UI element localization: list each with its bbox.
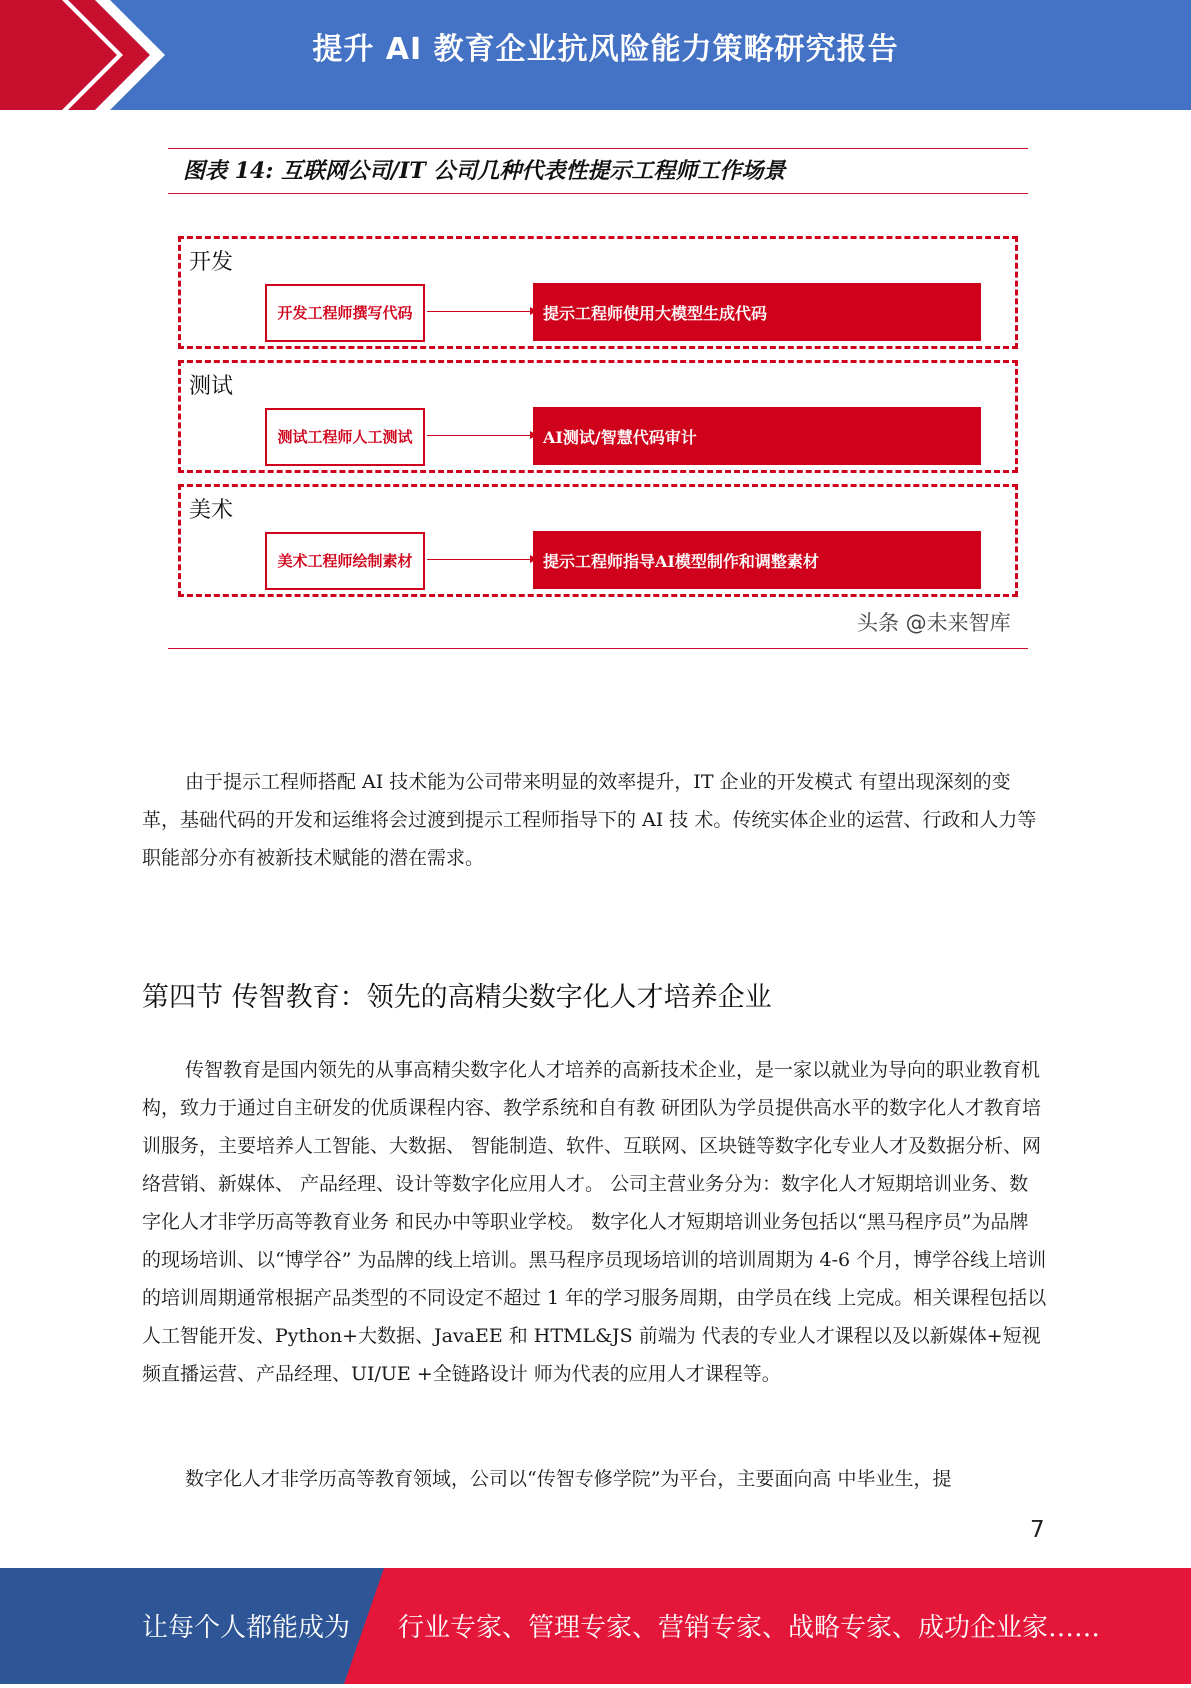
figure-bottom-rule — [168, 648, 1028, 649]
role-box: 美术工程师绘制素材 — [265, 532, 425, 590]
stage-label: 美术 — [189, 498, 234, 523]
footer-tagline: 行业专家、管理专家、营销专家、战略专家、成功企业家…… — [398, 1613, 1101, 1643]
stage-dev — [178, 236, 1018, 349]
page-number: 7 — [1030, 1517, 1045, 1543]
footer-slogan: 让每个人都能成为 — [142, 1613, 351, 1643]
role-box: 测试工程师人工测试 — [265, 408, 425, 466]
figure-top-rule — [168, 148, 1028, 149]
arrow-icon — [427, 435, 535, 436]
stage-art — [178, 484, 1018, 597]
report-title: 提升 AI 教育企业抗风险能力策略研究报告 — [312, 32, 899, 67]
footer-banner — [0, 1568, 1191, 1684]
target-box: AI测试/智慧代码审计 — [533, 407, 981, 465]
paragraph-company: 传智教育是国内领先的从事高精尖数字化人才培养的高新技术企业，是一家以就业为导向的职业教育机构，致力于通过自主研发的优质课程内容、教学系统和自有教 研团队为学员提供高水平的数字化人才教育培训服务，主要培养人工智能、大数据、 智能制造、软件、互联网、区块链等数字化专业人才及数据分析、网络营销、新媒体、 产品经理、设计等数字化应用人才。 公司主营业务分为：数字化人才短期培训业务、数字化人才非学历高等教育业务 和民办中等职业学校。 数字化人才短期培训业务包括以“黑马程序员”为品牌的现场培训、以“博学谷” 为品牌的线上培训。黑马程序员现场培训的培训周期为 4-6 个月，博学谷线上培训 的培训周期通常根据产品类型的不同设定不超过 1 年的学习服务周期，由学员在线 上完成。相关课程包括以人工智能开发、Python+大数据、JavaEE 和 HTML&JS 前端为 代表的专业人才课程以及以新媒体+短视频直播运营、产品经理、UI/UE +全链路设计 师为代表的应用人才课程等。 — [142, 1059, 1047, 1385]
arrow-icon — [427, 559, 535, 560]
paragraph-intro: 由于提示工程师搭配 AI 技术能为公司带来明显的效率提升，IT 企业的开发模式 有望出现深刻的变革，基础代码的开发和运维将会过渡到提示工程师指导下的 AI 技 术。传统实体企业的运营、行政和人力等职能部分亦有被新技术赋能的潜在需求。 — [142, 771, 1037, 869]
header-banner — [0, 0, 1191, 110]
target-box: 提示工程师使用大模型生成代码 — [533, 283, 981, 341]
role-box: 开发工程师撰写代码 — [265, 284, 425, 342]
stage-label: 测试 — [189, 374, 234, 399]
paragraph-continued: 数字化人才非学历高等教育领域，公司以“传智专修学院”为平台，主要面向高 中毕业生，提 — [185, 1468, 952, 1490]
watermark: 头条 @未来智库 — [857, 611, 1011, 635]
figure-caption: 图表 14: 互联网公司/IT 公司几种代表性提示工程师工作场景 — [183, 158, 786, 184]
figure-caption-rule — [168, 193, 1028, 194]
arrow-icon — [427, 311, 535, 312]
section-title: 第四节 传智教育：领先的高精尖数字化人才培养企业 — [142, 982, 772, 1013]
target-box: 提示工程师指导AI模型制作和调整素材 — [533, 531, 981, 589]
stage-test — [178, 360, 1018, 473]
stage-label: 开发 — [189, 250, 234, 275]
